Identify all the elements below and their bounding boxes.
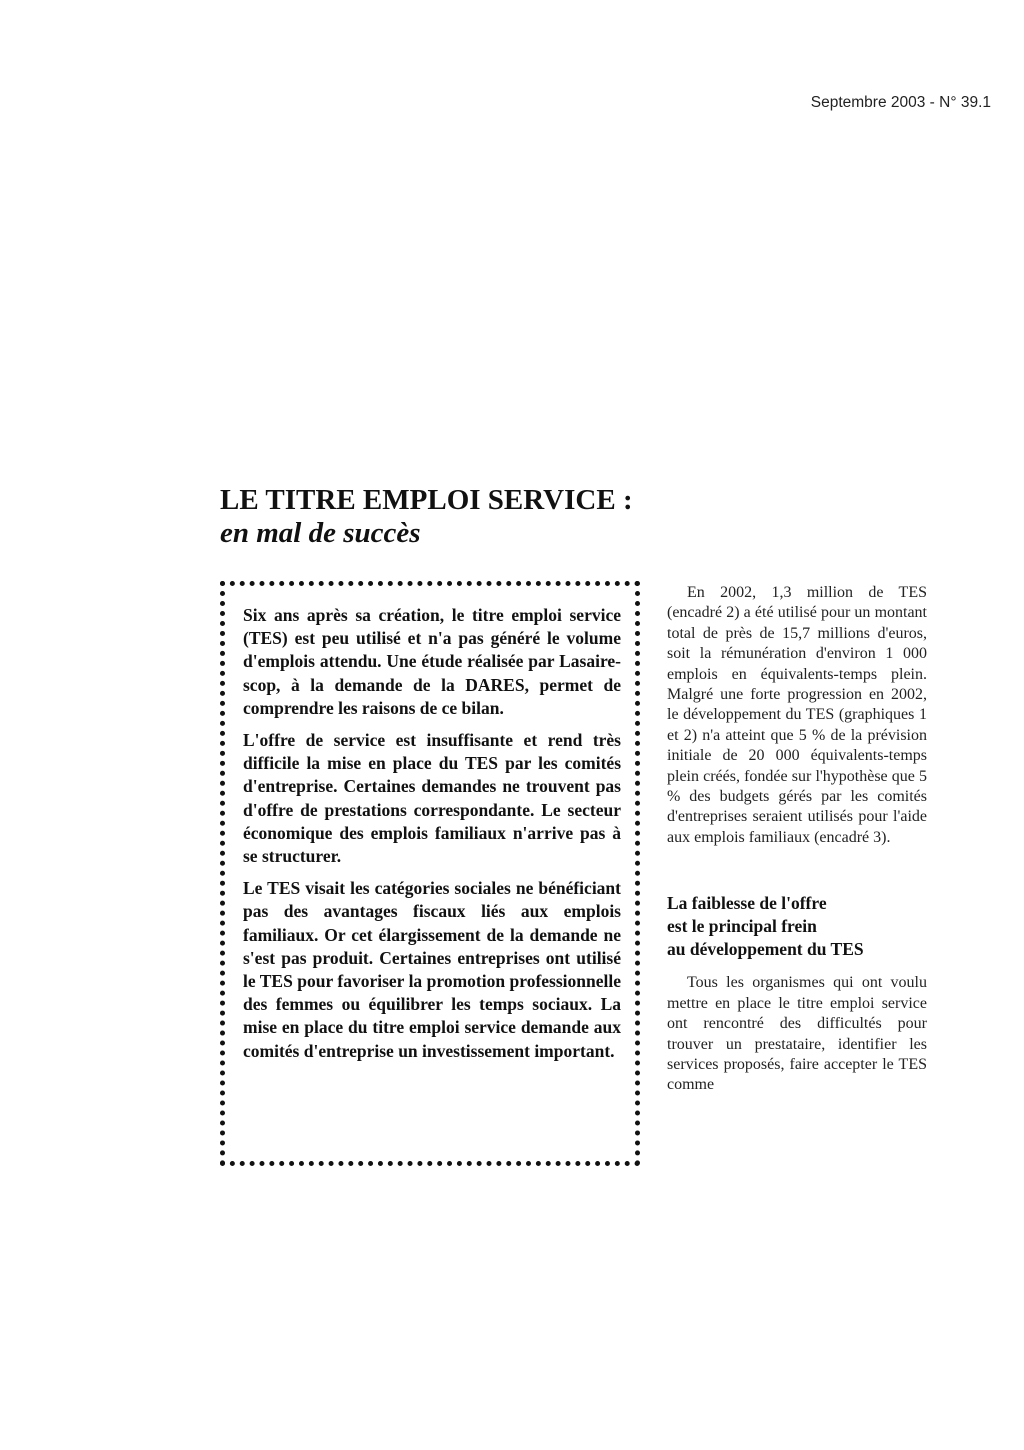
- section-heading-line: au développement du TES: [667, 939, 864, 960]
- section-paragraph: Tous les organismes qui ont voulu mettre en place le titre emploi service ont rencontré des difficultés pour trouver un prestataire, identifier les services proposés, faire accepter le TES comme: [667, 974, 927, 1094]
- summary-box: [220, 581, 640, 1166]
- article-title: LE TITRE EMPLOI SERVICE :: [220, 484, 633, 516]
- section-heading: [667, 892, 927, 961]
- section-heading-line: est le principal frein: [667, 916, 817, 937]
- article-title-block: [220, 484, 690, 550]
- summary-paragraph: Le TES visait les catégories sociales ne bénéficiant pas des avantages fiscaux liés aux emplois familiaux. Or cet élargissement de la demande ne s'est pas produit. Certaines entreprises ont utilisé le TES pour favoriser la promotion professionnelle des femmes ou équilibrer les temps sociaux. La mise en place du titre emploi service demande aux comités d'entreprise un investissement important.: [243, 878, 621, 1061]
- section-heading-line: La faiblesse de l'offre: [667, 893, 827, 914]
- summary-paragraph: L'offre de service est insuffisante et rend très difficile la mise en place du TES par les comités d'entreprise. Certaines demandes ne trouvent pas d'offre de prestations correspondante. Le secteur économique des emplois familiaux n'arrive pas à se structurer.: [243, 730, 621, 867]
- article-subtitle: en mal de succès: [220, 517, 421, 549]
- intro-paragraph: En 2002, 1,3 million de TES (encadré 2) a été utilisé pour un montant total de près de 15,7 millions d'euros, soit la rémunération d'environ 1 000 emplois en équivalents-temps plein. Malgré une forte progression en 2002, le développement du TES (graphiques 1 et 2) n'a atteint que 5 % de la prévision initiale de 20 000 équivalents-temps plein créés, fondée sur l'hypothèse que 5 % des budgets gérés par les comités d'entreprises seraient utilisés pour l'aide aux emplois familiaux (encadré 3).: [667, 584, 927, 846]
- summary-paragraph: Six ans après sa création, le titre emploi service (TES) est peu utilisé et n'a pas généré le volume d'emplois attendu. Une étude réalisée par Lasaire-scop, à la demande de la DARES, permet de comprendre les raisons de ce bilan.: [243, 605, 621, 718]
- body-column: [667, 583, 927, 1096]
- issue-reference: Septembre 2003 - N° 39.1: [810, 94, 991, 111]
